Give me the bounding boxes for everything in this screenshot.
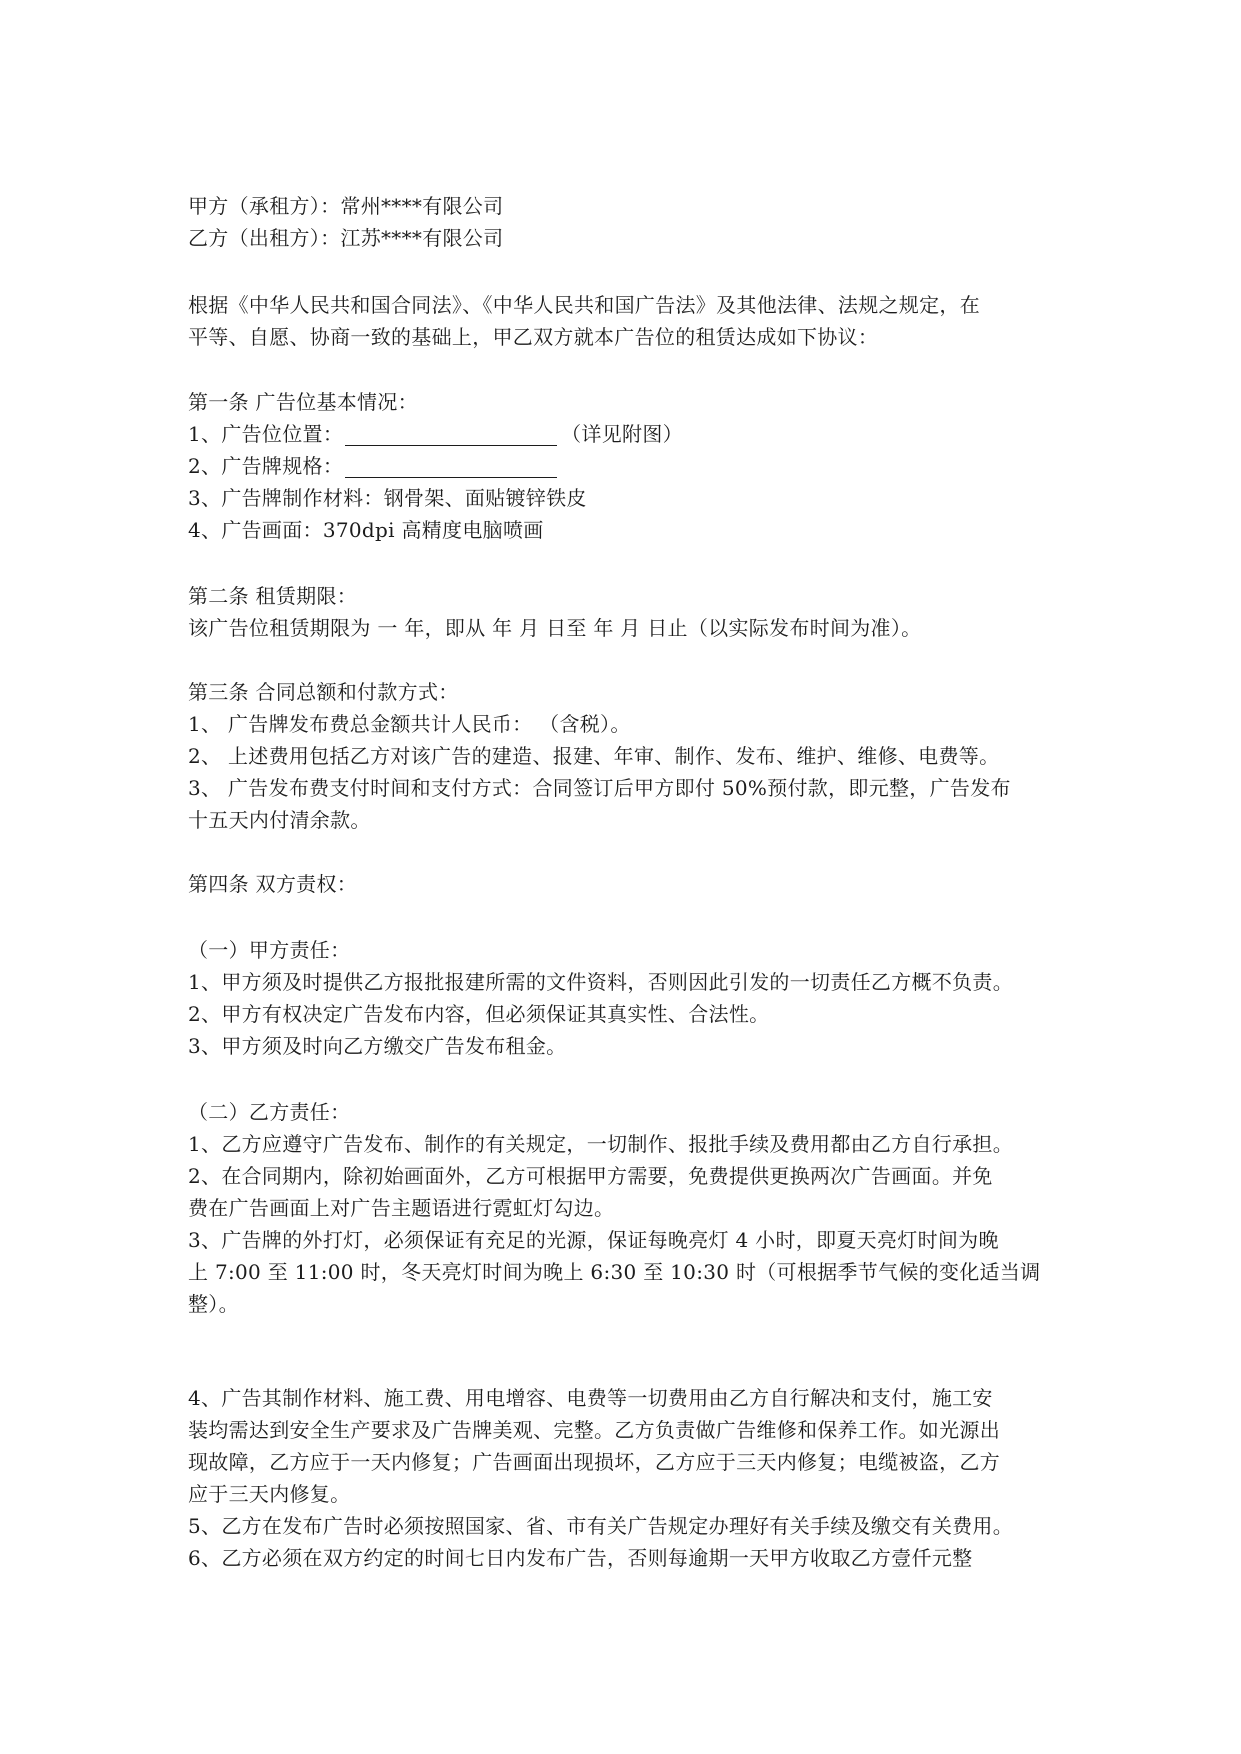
party-a-duties-heading: （一）甲方责任：	[188, 938, 351, 962]
party-b-duty-4-line-1: 4、广告其制作材料、施工费、用电增容、电费等一切费用由乙方自行解决和支付，施工安	[188, 1386, 993, 1410]
location-blank	[345, 425, 557, 446]
location-note: （详见附图）	[561, 422, 683, 446]
article-4-title: 第四条 双方责权：	[188, 872, 358, 896]
article-2-text: 该广告位租赁期限为 一 年，即从 年 月 日至 年 月 日止（以实际发布时间为准）。	[188, 616, 922, 640]
party-b-duty-3-line-3: 整）。	[188, 1292, 239, 1316]
party-b: 乙方（出租方）：江苏****有限公司	[188, 226, 504, 250]
article-3-item-2: 2、 上述费用包括乙方对该广告的建造、报建、年审、制作、发布、维护、维修、电费等。	[188, 744, 1000, 768]
location-label: 1、广告位位置：	[188, 422, 344, 446]
spec-label: 2、广告牌规格：	[188, 454, 344, 478]
party-b-duty-3-line-1: 3、广告牌的外打灯，必须保证有充足的光源，保证每晚亮灯 4 小时，即夏天亮灯时间为晚	[188, 1228, 999, 1252]
article-3-item-3-line-2: 十五天内付清余款。	[188, 808, 371, 832]
article-1-item-3: 3、广告牌制作材料：钢骨架、面贴镀锌铁皮	[188, 486, 587, 510]
party-b-duty-2-line-1: 2、在合同期内，除初始画面外，乙方可根据甲方需要，免费提供更换两次广告画面。并免	[188, 1164, 993, 1188]
party-b-duty-1: 1、乙方应遵守广告发布、制作的有关规定，一切制作、报批手续及费用都由乙方自行承担。	[188, 1132, 1014, 1156]
party-a-duty-1: 1、甲方须及时提供乙方报批报建所需的文件资料，否则因此引发的一切责任乙方概不负责。	[188, 970, 1014, 994]
party-a-duty-2: 2、甲方有权决定广告发布内容，但必须保证其真实性、合法性。	[188, 1002, 770, 1026]
party-b-duty-5: 5、乙方在发布广告时必须按照国家、省、市有关广告规定办理好有关手续及缴交有关费用。	[188, 1514, 1014, 1538]
article-1-title: 第一条 广告位基本情况：	[188, 390, 418, 414]
party-a-duty-3: 3、甲方须及时向乙方缴交广告发布租金。	[188, 1034, 567, 1058]
party-b-duties-heading: （二）乙方责任：	[188, 1100, 351, 1124]
party-a: 甲方（承租方）：常州****有限公司	[188, 194, 504, 218]
party-b-duty-4-line-3: 现故障，乙方应于一天内修复；广告画面出现损坏，乙方应于三天内修复；电缆被盗，乙方	[188, 1450, 1000, 1474]
article-2-title: 第二条 租赁期限：	[188, 584, 358, 608]
preamble-line-2: 平等、自愿、协商一致的基础上，甲乙双方就本广告位的租赁达成如下协议：	[188, 325, 879, 349]
article-1-item-2	[188, 451, 1068, 481]
preamble-line-1: 根据《中华人民共和国合同法》、《中华人民共和国广告法》及其他法律、法规之规定，在	[188, 293, 980, 317]
party-b-duty-2-line-2: 费在广告画面上对广告主题语进行霓虹灯勾边。	[188, 1196, 615, 1220]
party-b-duty-4-line-4: 应于三天内修复。	[188, 1482, 351, 1506]
article-3-title: 第三条 合同总额和付款方式：	[188, 680, 459, 704]
article-3-item-3-line-1: 3、 广告发布费支付时间和支付方式：合同签订后甲方即付 50%预付款，即元整，广告发布	[188, 776, 1011, 800]
party-b-duty-6: 6、乙方必须在双方约定的时间七日内发布广告，否则每逾期一天甲方收取乙方壹仟元整	[188, 1546, 973, 1570]
article-1-item-4: 4、广告画面：370dpi 高精度电脑喷画	[188, 518, 544, 542]
spec-blank	[345, 457, 557, 478]
party-b-duty-4-line-2: 装均需达到安全生产要求及广告牌美观、完整。乙方负责做广告维修和保养工作。如光源出	[188, 1418, 1000, 1442]
party-b-duty-3-line-2: 上 7:00 至 11:00 时，冬天亮灯时间为晚上 6:30 至 10:30 时（可根据季节气候的变化适当调	[188, 1260, 1041, 1284]
article-1-item-1	[188, 419, 1068, 449]
article-3-item-1: 1、 广告牌发布费总金额共计人民币： （含税）。	[188, 712, 631, 736]
